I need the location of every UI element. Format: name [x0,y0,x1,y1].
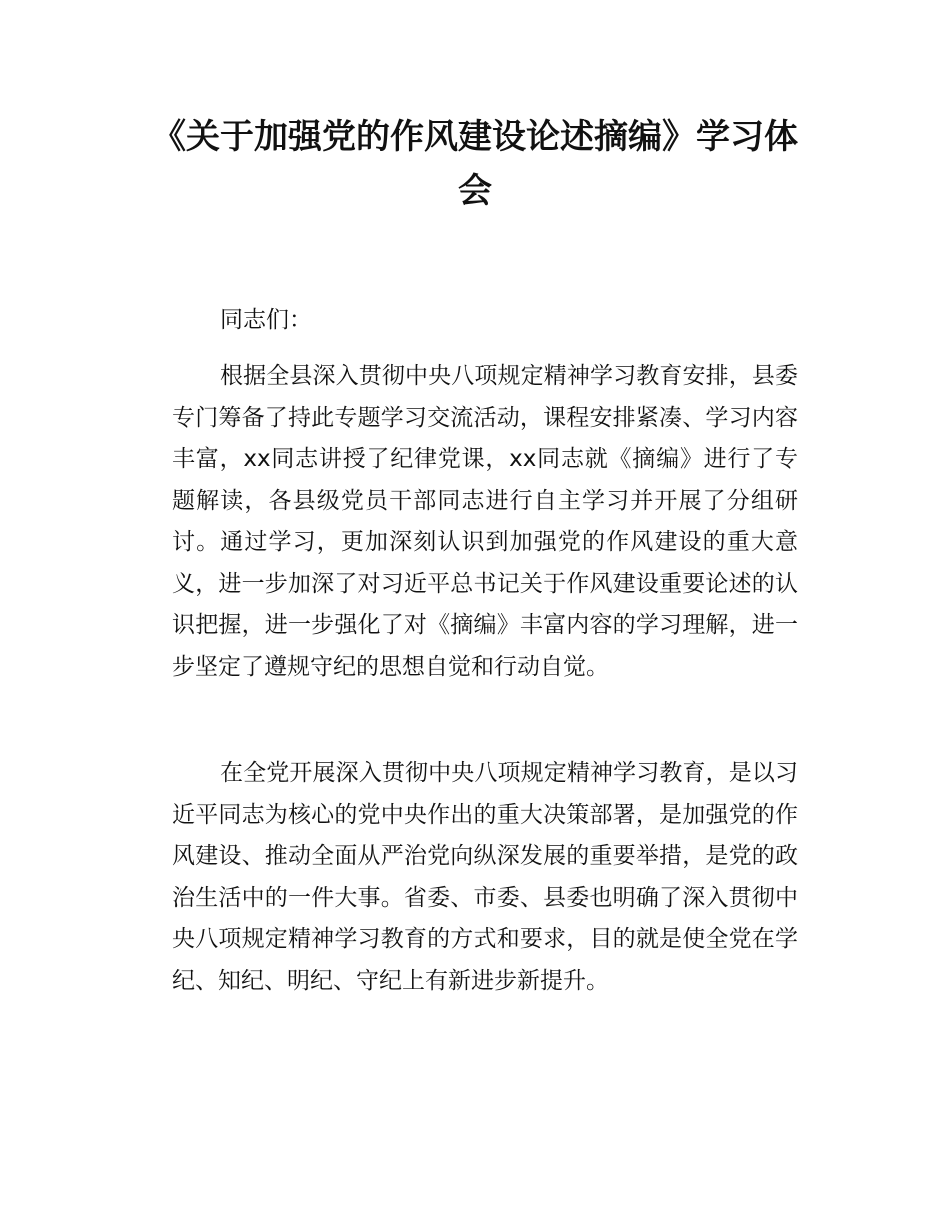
document-title: 《关于加强党的作风建设论述摘编》学习体会 [152,117,798,211]
paragraph-2: 在全党开展深入贯彻中央八项规定精神学习教育，是以习近平同志为核心的党中央作出的重大决策部署，是加强党的作风建设、推动全面从严治党向纵深发展的重要举措，是党的政治生活中的一件大事。省委、市委、县委也明确了深入贯彻中央八项规定精神学习教育的方式和要求，目的就是使全党在学纪、知纪、明纪、守纪上有新进步新提升。 [172,760,798,994]
paragraph-1: 根据全县深入贯彻中央八项规定精神学习教育安排，县委专门筹备了持此专题学习交流活动，课程安排紧凑、学习内容丰富，xx同志讲授了纪律党课，xx同志就《摘编》进行了专题解读，各县级党员干部同志进行自主学习并开展了分组研讨。通过学习，更加深刻认识到加强党的作风建设的重大意义，进一步加深了对习近平总书记关于作风建设重要论述的认识把握，进一步强化了对《摘编》丰富内容的学习理解，进一步坚定了遵规守纪的思想自觉和行动自觉。 [172,363,798,680]
salutation: 同志们： [220,307,312,333]
